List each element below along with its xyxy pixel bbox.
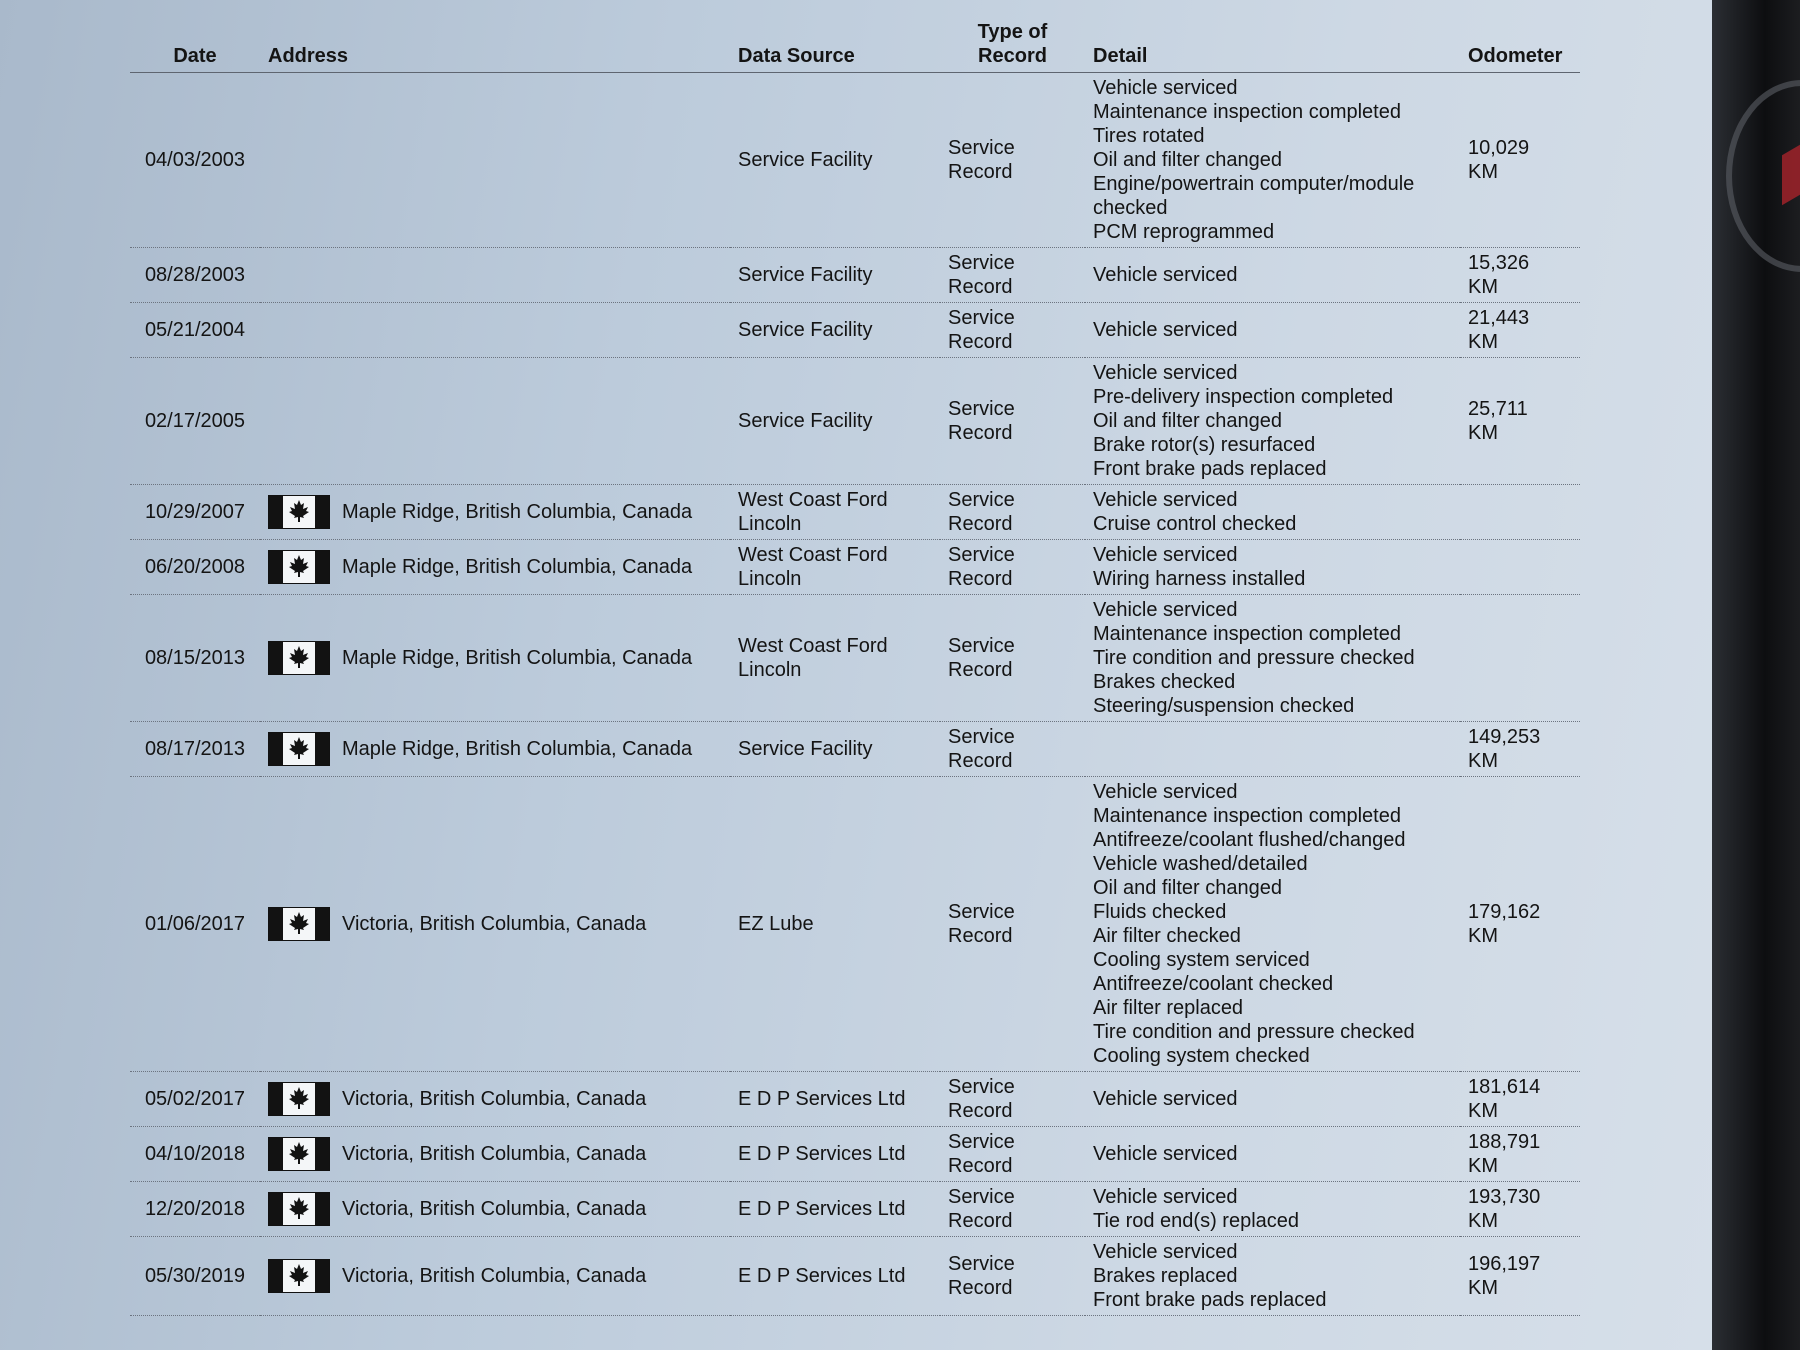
car-dashboard-background: [1712, 0, 1800, 1350]
table-row: [130, 722, 1580, 777]
cell-date: 02/17/2005: [130, 358, 260, 485]
cell-detail: [1085, 485, 1460, 540]
cell-address: [260, 1127, 730, 1182]
cell-date: 04/10/2018: [130, 1127, 260, 1182]
cell-address: [260, 485, 730, 540]
detail-line: Brakes checked: [1093, 671, 1236, 693]
cell-detail: [1085, 777, 1460, 1072]
cell-date: 05/30/2019: [130, 1237, 260, 1316]
odometer-unit: KM: [1468, 1277, 1498, 1299]
odometer-value: 149,253: [1468, 726, 1541, 748]
cell-data-source: Service Facility: [730, 722, 940, 777]
detail-line: Pre-delivery inspection completed: [1093, 386, 1394, 408]
vehicle-history-table: [130, 14, 1580, 1316]
maple-leaf-icon: [289, 912, 309, 934]
canada-flag-icon: [268, 1082, 330, 1116]
detail-line: PCM reprogrammed: [1093, 221, 1275, 243]
detail-line: Tie rod end(s) replaced: [1093, 1210, 1300, 1232]
odometer-value: 196,197: [1468, 1253, 1541, 1275]
header-type-of-record: Type of Record: [940, 14, 1085, 73]
cell-detail: [1085, 722, 1460, 777]
cell-odometer: [1460, 1182, 1580, 1237]
detail-line: Steering/suspension checked: [1093, 695, 1355, 717]
table-row: [130, 248, 1580, 303]
cell-type-of-record: Service Record: [940, 248, 1085, 303]
cell-data-source: E D P Services Ltd: [730, 1072, 940, 1127]
cell-address: [260, 358, 730, 485]
detail-line: Cooling system checked: [1093, 1045, 1310, 1067]
cell-odometer: [1460, 1237, 1580, 1316]
detail-line: Vehicle serviced: [1093, 264, 1238, 286]
cell-detail: [1085, 73, 1460, 248]
cell-type-of-record: Service Record: [940, 722, 1085, 777]
table-row: [130, 358, 1580, 485]
odometer-unit: KM: [1468, 1155, 1498, 1177]
cell-address: [260, 303, 730, 358]
maple-leaf-icon: [289, 1264, 309, 1286]
odometer-unit: KM: [1468, 1210, 1498, 1232]
maple-leaf-icon: [289, 555, 309, 577]
odometer-value: 25,711: [1468, 398, 1528, 420]
cell-date: 06/20/2008: [130, 540, 260, 595]
cell-detail: [1085, 1237, 1460, 1316]
odometer-value: 15,326: [1468, 252, 1530, 274]
detail-line: Engine/powertrain computer/module checked: [1093, 173, 1415, 219]
address-text: Maple Ridge, British Columbia, Canada: [342, 556, 693, 578]
cell-odometer: [1460, 485, 1580, 540]
cell-data-source: West Coast Ford Lincoln: [730, 485, 940, 540]
cell-address: [260, 1182, 730, 1237]
odometer-value: 193,730: [1468, 1186, 1541, 1208]
cell-odometer: [1460, 722, 1580, 777]
odometer-value: 10,029: [1468, 137, 1530, 159]
cell-date: 08/28/2003: [130, 248, 260, 303]
odometer-value: 179,162: [1468, 901, 1541, 923]
cell-type-of-record: Service Record: [940, 1072, 1085, 1127]
odometer-unit: KM: [1468, 1100, 1498, 1122]
cell-detail: [1085, 248, 1460, 303]
cell-date: 08/15/2013: [130, 595, 260, 722]
detail-line: Maintenance inspection completed: [1093, 805, 1401, 827]
maple-leaf-icon: [289, 737, 309, 759]
table-row: [130, 595, 1580, 722]
detail-line: Vehicle serviced: [1093, 489, 1238, 511]
cell-type-of-record: Service Record: [940, 485, 1085, 540]
table-row: [130, 485, 1580, 540]
cell-odometer: [1460, 73, 1580, 248]
cell-odometer: [1460, 248, 1580, 303]
cell-address: [260, 1072, 730, 1127]
address-text: Victoria, British Columbia, Canada: [342, 1265, 647, 1287]
detail-line: Maintenance inspection completed: [1093, 101, 1401, 123]
cell-detail: [1085, 1182, 1460, 1237]
detail-line: Fluids checked: [1093, 901, 1227, 923]
canada-flag-icon: [268, 1259, 330, 1293]
cell-data-source: Service Facility: [730, 358, 940, 485]
cell-address: [260, 73, 730, 248]
cell-type-of-record: Service Record: [940, 777, 1085, 1072]
detail-line: Tire condition and pressure checked: [1093, 647, 1415, 669]
header-date: Date: [130, 14, 260, 73]
cell-data-source: Service Facility: [730, 248, 940, 303]
cell-detail: [1085, 595, 1460, 722]
odometer-value: 21,443: [1468, 307, 1530, 329]
address-text: Maple Ridge, British Columbia, Canada: [342, 738, 693, 760]
cell-address: [260, 722, 730, 777]
maple-leaf-icon: [289, 646, 309, 668]
detail-line: Air filter replaced: [1093, 997, 1244, 1019]
cell-detail: [1085, 358, 1460, 485]
detail-line: Tire condition and pressure checked: [1093, 1021, 1415, 1043]
cell-detail: [1085, 1072, 1460, 1127]
detail-line: Vehicle serviced: [1093, 781, 1238, 803]
detail-line: Cooling system serviced: [1093, 949, 1310, 971]
detail-line: Cruise control checked: [1093, 513, 1297, 535]
detail-line: Vehicle serviced: [1093, 1241, 1238, 1263]
cell-data-source: Service Facility: [730, 303, 940, 358]
table-row: [130, 1072, 1580, 1127]
cell-date: 05/21/2004: [130, 303, 260, 358]
detail-line: Front brake pads replaced: [1093, 458, 1327, 480]
cell-address: [260, 248, 730, 303]
detail-line: Vehicle serviced: [1093, 1186, 1238, 1208]
maple-leaf-icon: [289, 1197, 309, 1219]
canada-flag-icon: [268, 550, 330, 584]
cell-detail: [1085, 303, 1460, 358]
cell-type-of-record: Service Record: [940, 540, 1085, 595]
detail-line: Wiring harness installed: [1093, 568, 1306, 590]
detail-line: Vehicle serviced: [1093, 1088, 1238, 1110]
cell-date: 10/29/2007: [130, 485, 260, 540]
maple-leaf-icon: [289, 1142, 309, 1164]
detail-line: Oil and filter changed: [1093, 149, 1283, 171]
table-row: [130, 777, 1580, 1072]
detail-line: Brake rotor(s) resurfaced: [1093, 434, 1316, 456]
canada-flag-icon: [268, 732, 330, 766]
cell-date: 01/06/2017: [130, 777, 260, 1072]
cell-date: 04/03/2003: [130, 73, 260, 248]
table-row: [130, 1127, 1580, 1182]
table-row: [130, 1237, 1580, 1316]
cell-odometer: [1460, 358, 1580, 485]
odometer-unit: KM: [1468, 276, 1498, 298]
detail-line: Antifreeze/coolant flushed/changed: [1093, 829, 1406, 851]
odometer-unit: KM: [1468, 331, 1498, 353]
cell-data-source: West Coast Ford Lincoln: [730, 540, 940, 595]
address-text: Victoria, British Columbia, Canada: [342, 1088, 647, 1110]
cell-data-source: West Coast Ford Lincoln: [730, 595, 940, 722]
detail-line: Oil and filter changed: [1093, 410, 1283, 432]
detail-line: Vehicle serviced: [1093, 77, 1238, 99]
table-row: [130, 303, 1580, 358]
canada-flag-icon: [268, 495, 330, 529]
detail-line: Vehicle serviced: [1093, 319, 1238, 341]
cell-detail: [1085, 540, 1460, 595]
address-text: Victoria, British Columbia, Canada: [342, 1143, 647, 1165]
detail-line: Maintenance inspection completed: [1093, 623, 1401, 645]
detail-line: Oil and filter changed: [1093, 877, 1283, 899]
detail-line: Antifreeze/coolant checked: [1093, 973, 1334, 995]
table-header-row: [130, 14, 1580, 73]
detail-line: Air filter checked: [1093, 925, 1241, 947]
cell-date: 08/17/2013: [130, 722, 260, 777]
cell-address: [260, 540, 730, 595]
cell-type-of-record: Service Record: [940, 303, 1085, 358]
cell-data-source: Service Facility: [730, 73, 940, 248]
odometer-unit: KM: [1468, 750, 1498, 772]
cell-odometer: [1460, 303, 1580, 358]
cell-data-source: E D P Services Ltd: [730, 1237, 940, 1316]
canada-flag-icon: [268, 1137, 330, 1171]
odometer-unit: KM: [1468, 161, 1498, 183]
cell-data-source: E D P Services Ltd: [730, 1127, 940, 1182]
header-detail: Detail: [1085, 14, 1460, 73]
odometer-unit: KM: [1468, 925, 1498, 947]
header-address: Address: [260, 14, 730, 73]
header-data-source: Data Source: [730, 14, 940, 73]
address-text: Maple Ridge, British Columbia, Canada: [342, 647, 693, 669]
cell-type-of-record: Service Record: [940, 1237, 1085, 1316]
canada-flag-icon: [268, 1192, 330, 1226]
cell-address: [260, 595, 730, 722]
cell-data-source: EZ Lube: [730, 777, 940, 1072]
cell-type-of-record: Service Record: [940, 1182, 1085, 1237]
header-odometer: Odometer: [1460, 14, 1580, 73]
cell-odometer: [1460, 777, 1580, 1072]
cell-type-of-record: Service Record: [940, 73, 1085, 248]
table-row: [130, 1182, 1580, 1237]
detail-line: Front brake pads replaced: [1093, 1289, 1327, 1311]
address-text: Victoria, British Columbia, Canada: [342, 913, 647, 935]
table-row: [130, 540, 1580, 595]
cell-address: [260, 1237, 730, 1316]
cell-type-of-record: Service Record: [940, 1127, 1085, 1182]
odometer-value: 188,791: [1468, 1131, 1541, 1153]
cell-type-of-record: Service Record: [940, 358, 1085, 485]
cell-odometer: [1460, 595, 1580, 722]
detail-line: Vehicle serviced: [1093, 1143, 1238, 1165]
cell-odometer: [1460, 1127, 1580, 1182]
odometer-value: 181,614: [1468, 1076, 1541, 1098]
cell-data-source: E D P Services Ltd: [730, 1182, 940, 1237]
canada-flag-icon: [268, 641, 330, 675]
detail-line: Vehicle serviced: [1093, 362, 1238, 384]
maple-leaf-icon: [289, 1087, 309, 1109]
cell-odometer: [1460, 1072, 1580, 1127]
canada-flag-icon: [268, 907, 330, 941]
cell-date: 12/20/2018: [130, 1182, 260, 1237]
cell-odometer: [1460, 540, 1580, 595]
odometer-unit: KM: [1468, 422, 1498, 444]
maple-leaf-icon: [289, 500, 309, 522]
detail-line: Tires rotated: [1093, 125, 1205, 147]
address-text: Maple Ridge, British Columbia, Canada: [342, 501, 693, 523]
cell-detail: [1085, 1127, 1460, 1182]
cell-address: [260, 777, 730, 1072]
cell-type-of-record: Service Record: [940, 595, 1085, 722]
table-row: [130, 73, 1580, 248]
detail-line: Vehicle serviced: [1093, 599, 1238, 621]
cell-date: 05/02/2017: [130, 1072, 260, 1127]
detail-line: Vehicle serviced: [1093, 544, 1238, 566]
address-text: Victoria, British Columbia, Canada: [342, 1198, 647, 1220]
detail-line: Brakes replaced: [1093, 1265, 1238, 1287]
detail-line: Vehicle washed/detailed: [1093, 853, 1308, 875]
